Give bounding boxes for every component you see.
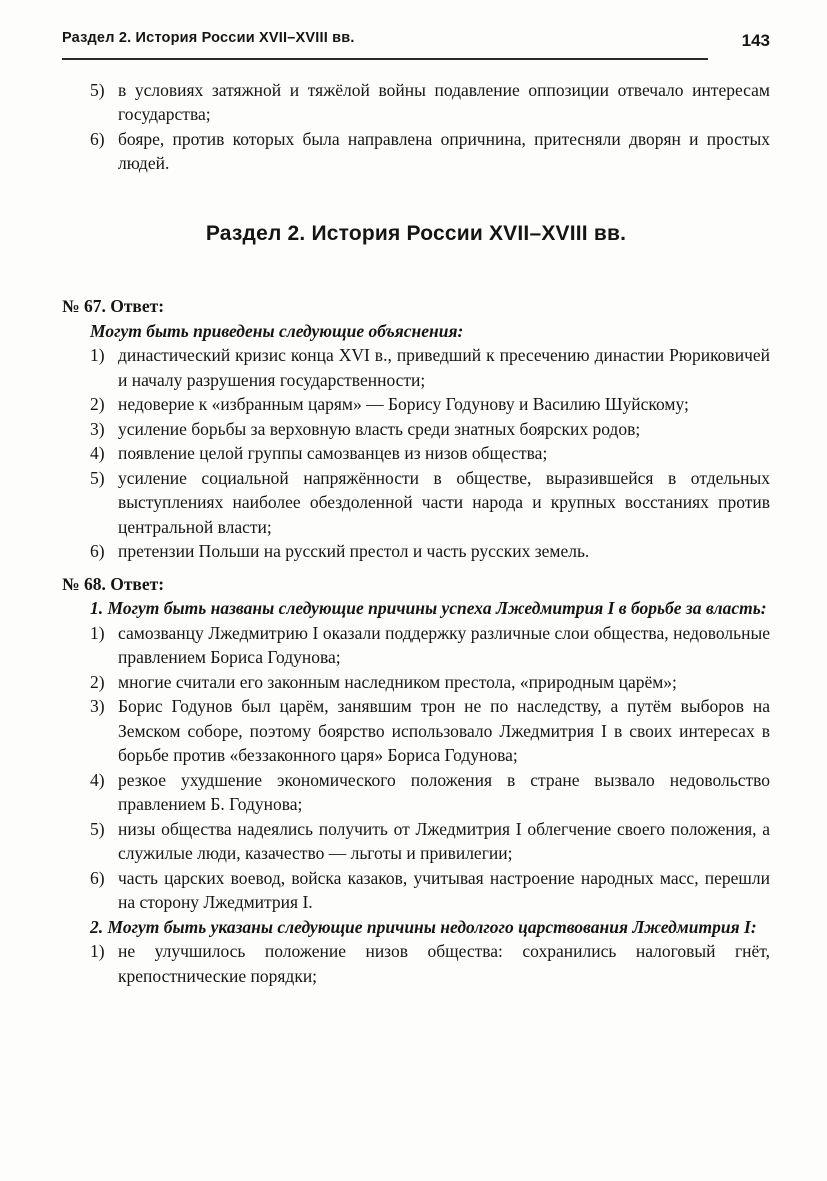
item-text: бояре, против которых была направлена опричнина, притесняли дворян и простых людей. xyxy=(118,128,770,173)
item-number: 4) xyxy=(90,443,105,463)
answer-label: № 67. Ответ: xyxy=(62,296,165,316)
item-number: 6) xyxy=(90,867,105,888)
answer-68-list-1 xyxy=(62,621,770,915)
list-item xyxy=(90,866,770,915)
item-number: 5) xyxy=(90,79,105,100)
item-text: династический кризис конца XVI в., приведший к пресечению династии Рюриковичей и началу разрушения государственности; xyxy=(118,345,770,390)
answer-67 xyxy=(62,294,770,564)
list-item xyxy=(90,392,770,417)
item-number: 2) xyxy=(90,671,105,692)
list-item xyxy=(90,939,770,988)
list-item xyxy=(90,417,770,442)
list-item xyxy=(90,343,770,392)
list-item xyxy=(90,78,770,127)
item-text: часть царских воевод, войска казаков, учитывая настроение народных масс, перешли на сторону Лжедмитрия I. xyxy=(118,867,770,912)
item-number: 6) xyxy=(90,128,105,149)
answer-lead: Могут быть приведены следующие объяснения: xyxy=(90,320,464,341)
list-item xyxy=(90,539,770,564)
list-item xyxy=(90,127,770,176)
item-number: 2) xyxy=(90,394,105,414)
item-text: Борис Годунов был царём, занявшим трон не по наследству, а путём выборов на Земском соборе, поэтому боярство использовало Лжедмитрия I в своих интересах в борьбе против «беззаконного царя» Бориса Годунова; xyxy=(118,696,770,765)
answer-68 xyxy=(62,572,770,989)
item-number: 5) xyxy=(90,467,105,488)
list-item xyxy=(90,670,770,695)
item-text: появление целой группы самозванцев из низов общества; xyxy=(118,443,548,463)
list-item xyxy=(90,621,770,670)
item-text: не улучшилось положение низов общества: сохранились налоговый гнёт, крепостнические порядки; xyxy=(118,941,770,986)
item-text: недоверие к «избранным царям» — Борису Годунову и Василию Шуйскому; xyxy=(118,394,689,414)
list-item xyxy=(90,694,770,768)
item-number: 3) xyxy=(90,696,105,716)
item-text: усиление борьбы за верховную власть среди знатных боярских родов; xyxy=(118,418,641,439)
list-item xyxy=(90,817,770,866)
item-number: 5) xyxy=(90,818,105,839)
answer-68-list-2 xyxy=(62,939,770,988)
item-text: самозванцу Лжедмитрию I оказали поддержку различные слои общества, недовольные правлением Бориса Годунова; xyxy=(118,622,770,667)
answer-67-list xyxy=(62,343,770,564)
running-title: Раздел 2. История России XVII–XVIII вв. xyxy=(62,26,708,60)
section-title: Раздел 2. История России XVII–XVIII вв. xyxy=(205,221,627,245)
answer-lead-1: 1. Могут быть названы следующие причины успеха Лжедмитрия I в борьбе за власть: xyxy=(90,598,767,618)
answer-lead-2: 2. Могут быть указаны следующие причины недолгого царствования Лжедмитрия I: xyxy=(90,916,757,937)
item-text: усиление социальной напряжённости в обществе, выразившейся в отдельных выступлениях наиболее обездоленной части народа и крупных восстаниях против центральной власти; xyxy=(118,467,770,537)
item-text: в условиях затяжной и тяжёлой войны подавление оппозиции отвечало интересам государства; xyxy=(118,79,770,124)
item-number: 1) xyxy=(90,345,105,365)
item-number: 6) xyxy=(90,541,105,561)
item-text: низы общества надеялись получить от Лжедмитрия I облегчение своего положения, а служилые люди, казачество — льготы и привилегии; xyxy=(118,818,770,863)
list-item xyxy=(90,441,770,466)
item-text: резкое ухудшение экономического положения в стране вызвало недовольство правлением Б. Годунова; xyxy=(118,769,770,814)
item-text: претензии Польши на русский престол и часть русских земель. xyxy=(118,541,590,561)
item-number: 4) xyxy=(90,769,105,790)
page-header xyxy=(62,26,770,60)
list-item xyxy=(90,466,770,540)
carryover-answer-list xyxy=(62,78,770,176)
item-text: многие считали его законным наследником престола, «природным царём»; xyxy=(118,671,677,692)
list-item xyxy=(90,768,770,817)
item-number: 1) xyxy=(90,622,105,643)
item-number: 3) xyxy=(90,418,105,439)
item-number: 1) xyxy=(90,941,105,961)
page-number: 143 xyxy=(741,31,770,50)
answer-label: № 68. Ответ: xyxy=(62,573,165,594)
